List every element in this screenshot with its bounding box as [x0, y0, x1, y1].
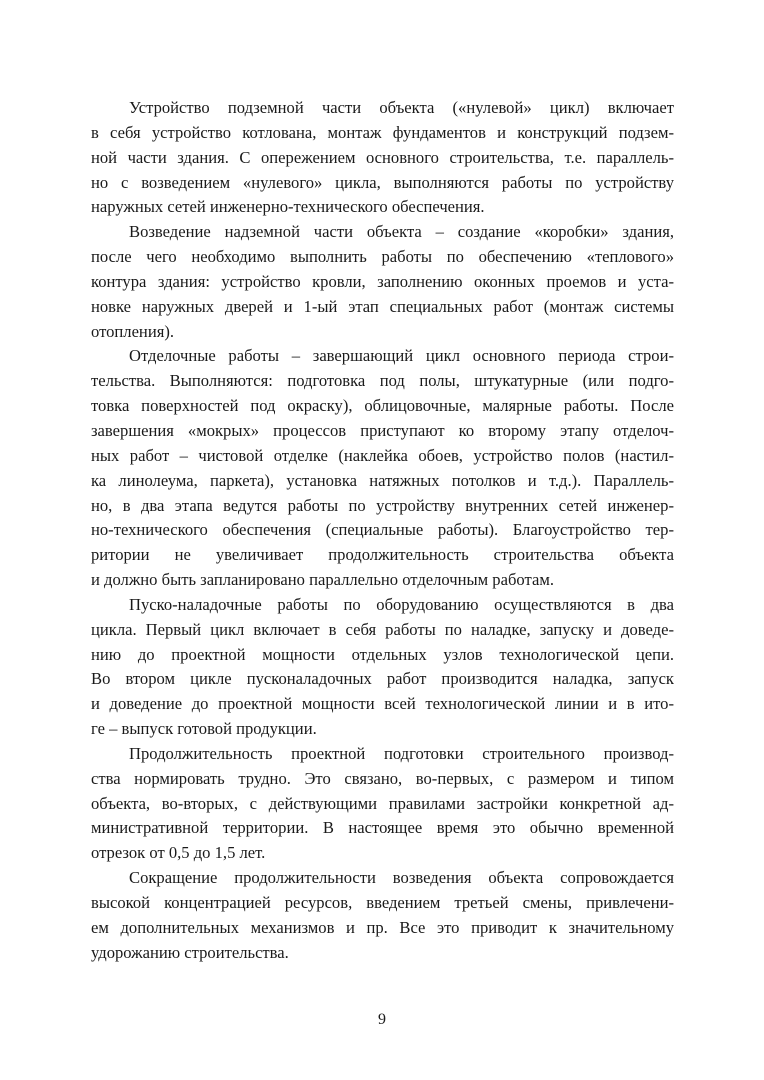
text-line: завершения «мокрых» процессов приступают ко второму этапу отделоч-: [91, 420, 674, 440]
text-line: Сокращение продолжительности возведения объекта сопровождается: [129, 868, 674, 888]
text-line: отопления).: [91, 321, 175, 341]
text-line: товка поверхностей под окраску), облицовочные, малярные работы. После: [91, 396, 674, 416]
text-line: министративной территории. В настоящее время это обычно временной: [91, 818, 674, 838]
text-line: ем дополнительных механизмов и пр. Все это приводит к значительному: [91, 917, 674, 937]
text-line: удорожанию строительства.: [91, 942, 289, 962]
text-line: отрезок от 0,5 до 1,5 лет.: [91, 843, 266, 863]
page-number: 9: [378, 1011, 386, 1028]
text-line: Отделочные работы – завершающий цикл основного периода строи-: [129, 346, 674, 366]
text-line: Устройство подземной части объекта («нулевой» цикл) включает: [129, 98, 674, 117]
paragraph-duration-reduction: [91, 866, 674, 965]
body-text: [91, 96, 674, 966]
text-line: ства нормировать трудно. Это связано, во-первых, с размером и типом: [91, 768, 674, 788]
text-line: но с возведением «нулевого» цикла, выполняются работы по устройству: [91, 172, 674, 192]
text-line: наружных сетей инженерно-технического обеспечения.: [91, 197, 485, 217]
text-line: и должно быть запланировано параллельно отделочным работам.: [91, 570, 554, 590]
text-line: ритории не увеличивает продолжительность строительства объекта: [91, 545, 674, 565]
text-line: в себя устройство котлована, монтаж фундаментов и конструкций подзем-: [91, 122, 674, 142]
text-line: ге – выпуск готовой продукции.: [91, 719, 317, 739]
text-line: высокой концентрацией ресурсов, введением третьей смены, привлечени-: [91, 893, 674, 912]
paragraph-design-preparation: [91, 742, 674, 866]
text-line: но, в два этапа ведутся работы по устройству внутренних сетей инженер-: [91, 495, 674, 515]
paragraph-commissioning-works: [91, 593, 674, 742]
text-line: нию до проектной мощности отдельных узлов технологической цепи.: [91, 644, 674, 664]
text-line: тельства. Выполняются: подготовка под полы, штукатурные (или подго-: [91, 371, 674, 391]
text-line: ной части здания. С опережением основного строительства, т.е. параллель-: [91, 147, 674, 167]
paragraph-finishing-works: [91, 344, 674, 592]
text-line: цикла. Первый цикл включает в себя работы по наладке, запуску и доведе-: [91, 619, 674, 639]
text-line: и доведение до проектной мощности всей технологической линии и в ито-: [91, 694, 674, 714]
text-line: Продолжительность проектной подготовки строительного производ-: [129, 743, 674, 763]
paragraph-aboveground-works: [91, 220, 674, 344]
text-line: ных работ – чистовой отделке (наклейка обоев, устройство полов (настил-: [91, 445, 674, 465]
text-line: новке наружных дверей и 1-ый этап специальных работ (монтаж системы: [91, 296, 674, 316]
text-line: Во втором цикле пусконаладочных работ производится наладка, запуск: [91, 669, 674, 689]
text-line: после чего необходимо выполнить работы по обеспечению «теплового»: [91, 247, 674, 267]
text-line: контура здания: устройство кровли, заполнению оконных проемов и уста-: [91, 271, 674, 291]
text-line: Возведение надземной части объекта – создание «коробки» здания,: [129, 222, 674, 242]
text-line: объекта, во-вторых, с действующими правилами застройки конкретной ад-: [91, 793, 674, 813]
text-line: ка линолеума, паркета), установка натяжных потолков и т.д.). Параллель-: [91, 470, 674, 490]
paragraph-underground-works: [91, 96, 674, 220]
text-line: Пуско-наладочные работы по оборудованию осуществляются в два: [129, 594, 674, 614]
text-line: но-технического обеспечения (специальные работы). Благоустройство тер-: [91, 520, 674, 540]
